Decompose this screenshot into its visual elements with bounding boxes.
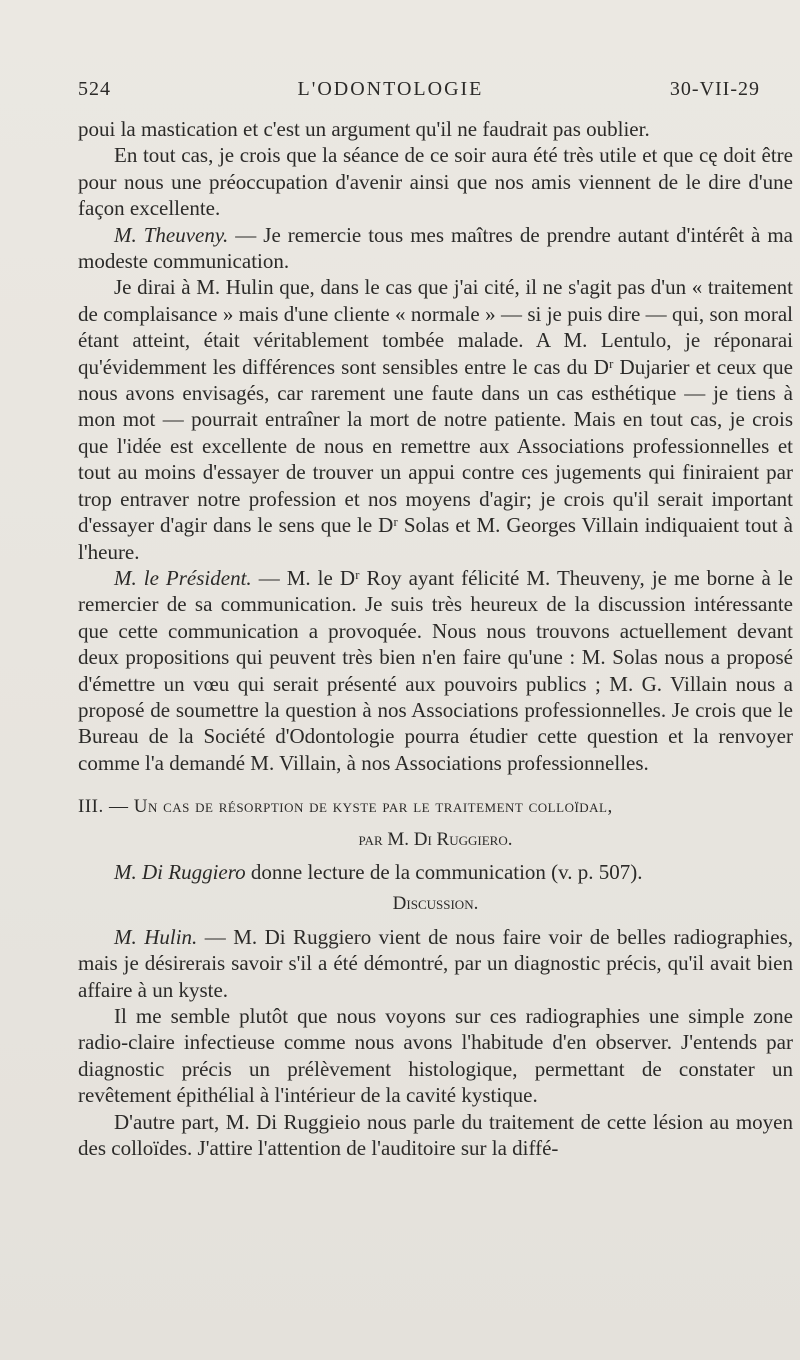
speaker-name: M. Hulin. [114,924,198,949]
paragraph-text: Je dirai à M. Hulin que, dans le cas que j'ai cité, il ne s'agit pas d'un « traitement de complaisance » mais d'une cliente « normale » — si je puis dire — qui, son moral étant atteint, était véritablement tombée malade. A M. Lentulo, je réponarai qu'évidemment les différences sont sensibles entre le cas du Dʳ Dujarier et ceux que nous avons envisagés, car rarement une faute dans un cas esthétique — je tiens à mon mot — pourrait entraîner la mort de notre patiente. Mais en tout cas, je crois que l'idée est excellente de nous en remettre aux Associations professionnelles et tout au moins d'essayer de trouver un appui contre ces jugements qui finiraient par trop entraver notre profession et nos moyens d'agir; je crois qu'il serait important d'essayer d'agir dans le sens que le Dʳ Solas et M. Georges Villain indiquaient tout à l'heure. [78,275,793,564]
paragraph-text: — M. Di Ruggiero vient de nous faire voir de belles radiographies, mais je désirerais savoir s'il a été démontré, par un diagnostic précis, qu'il avait bien affaire à un kyste. [78,924,794,1002]
paragraph-text: En tout cas, je crois que la séance de ce soir aura été très utile et que cę doit être pour nous une préoccupation d'avenir ainsi que nos amis viennent de le dire d'une façon excellente. [78,143,793,221]
section-number: III. — [78,796,134,818]
paragraph-text: poui la mastication et c'est un argument qu'il ne faudrait pas oublier. [78,117,650,141]
article-body [78,116,793,1161]
paragraph-text: — M. le Dʳ Roy ayant félicité M. Theuveny, je me borne à le remercier de sa communication. Je suis très heureux de la discussion intéressante que cette communication a provoquée. Nous nous trouvons actuellement devant deux propositions qui peuvent très bien n'en faire qu'une : M. Solas nous a proposé d'émettre un vœu qui serait présenté aux pouvoirs publics ; M. G. Villain nous a proposé de soumettre la question à nos Associations professionnelles. Je crois que le Bureau de la Société d'Odontologie pourra étudier cette question et la renvoyer comme l'a demandé M. Villain, à nos Associations professionnelles. [78,565,793,775]
paragraph [78,1109,793,1162]
speaker-name: M. le Président. [114,565,252,590]
section-byline: par M. Di Ruggiero. [358,828,513,850]
speaker-name: M. Di Ruggiero [114,859,246,884]
paragraph [78,565,793,776]
page-number: 524 [78,78,111,100]
paragraph-text: donne lecture de la communication (v. p. 507). [245,859,643,884]
paragraph-text: Il me semble plutôt que nous voyons sur ces radiographies une simple zone radio-claire infectieuse comme nous avons l'habitude d'en observer. J'entends par diagnostic précis un prélèvement histologique, permettant de constater un revêtement épithélial à l'intérieur de la cavité kystique. [78,1004,793,1108]
paragraph [78,274,793,564]
paragraph [78,116,793,142]
section-heading [78,794,793,820]
paragraph-text: — Je remercie tous mes maîtres de prendre autant d'intérêt à ma modeste communication. [78,222,794,274]
paragraph [78,142,793,221]
running-header [78,78,760,108]
journal-title: L'ODONTOLOGIE [297,78,484,100]
paragraph [78,924,793,1003]
paragraph [78,222,793,275]
issue-date: 30-VII-29 [669,78,760,100]
discussion-heading: Discussion. [392,893,479,915]
paragraph-text: D'autre part, M. Di Ruggieio nous parle du traitement de cette lésion au moyen des colloïdes. J'attire l'attention de l'auditoire sur la diffé- [78,1109,793,1161]
speaker-name: M. Theuveny. [114,222,229,247]
paragraph [78,1003,793,1109]
paragraph [78,859,793,885]
section-title: Un cas de résorption de kyste par le traitement colloïdal, [133,796,613,818]
